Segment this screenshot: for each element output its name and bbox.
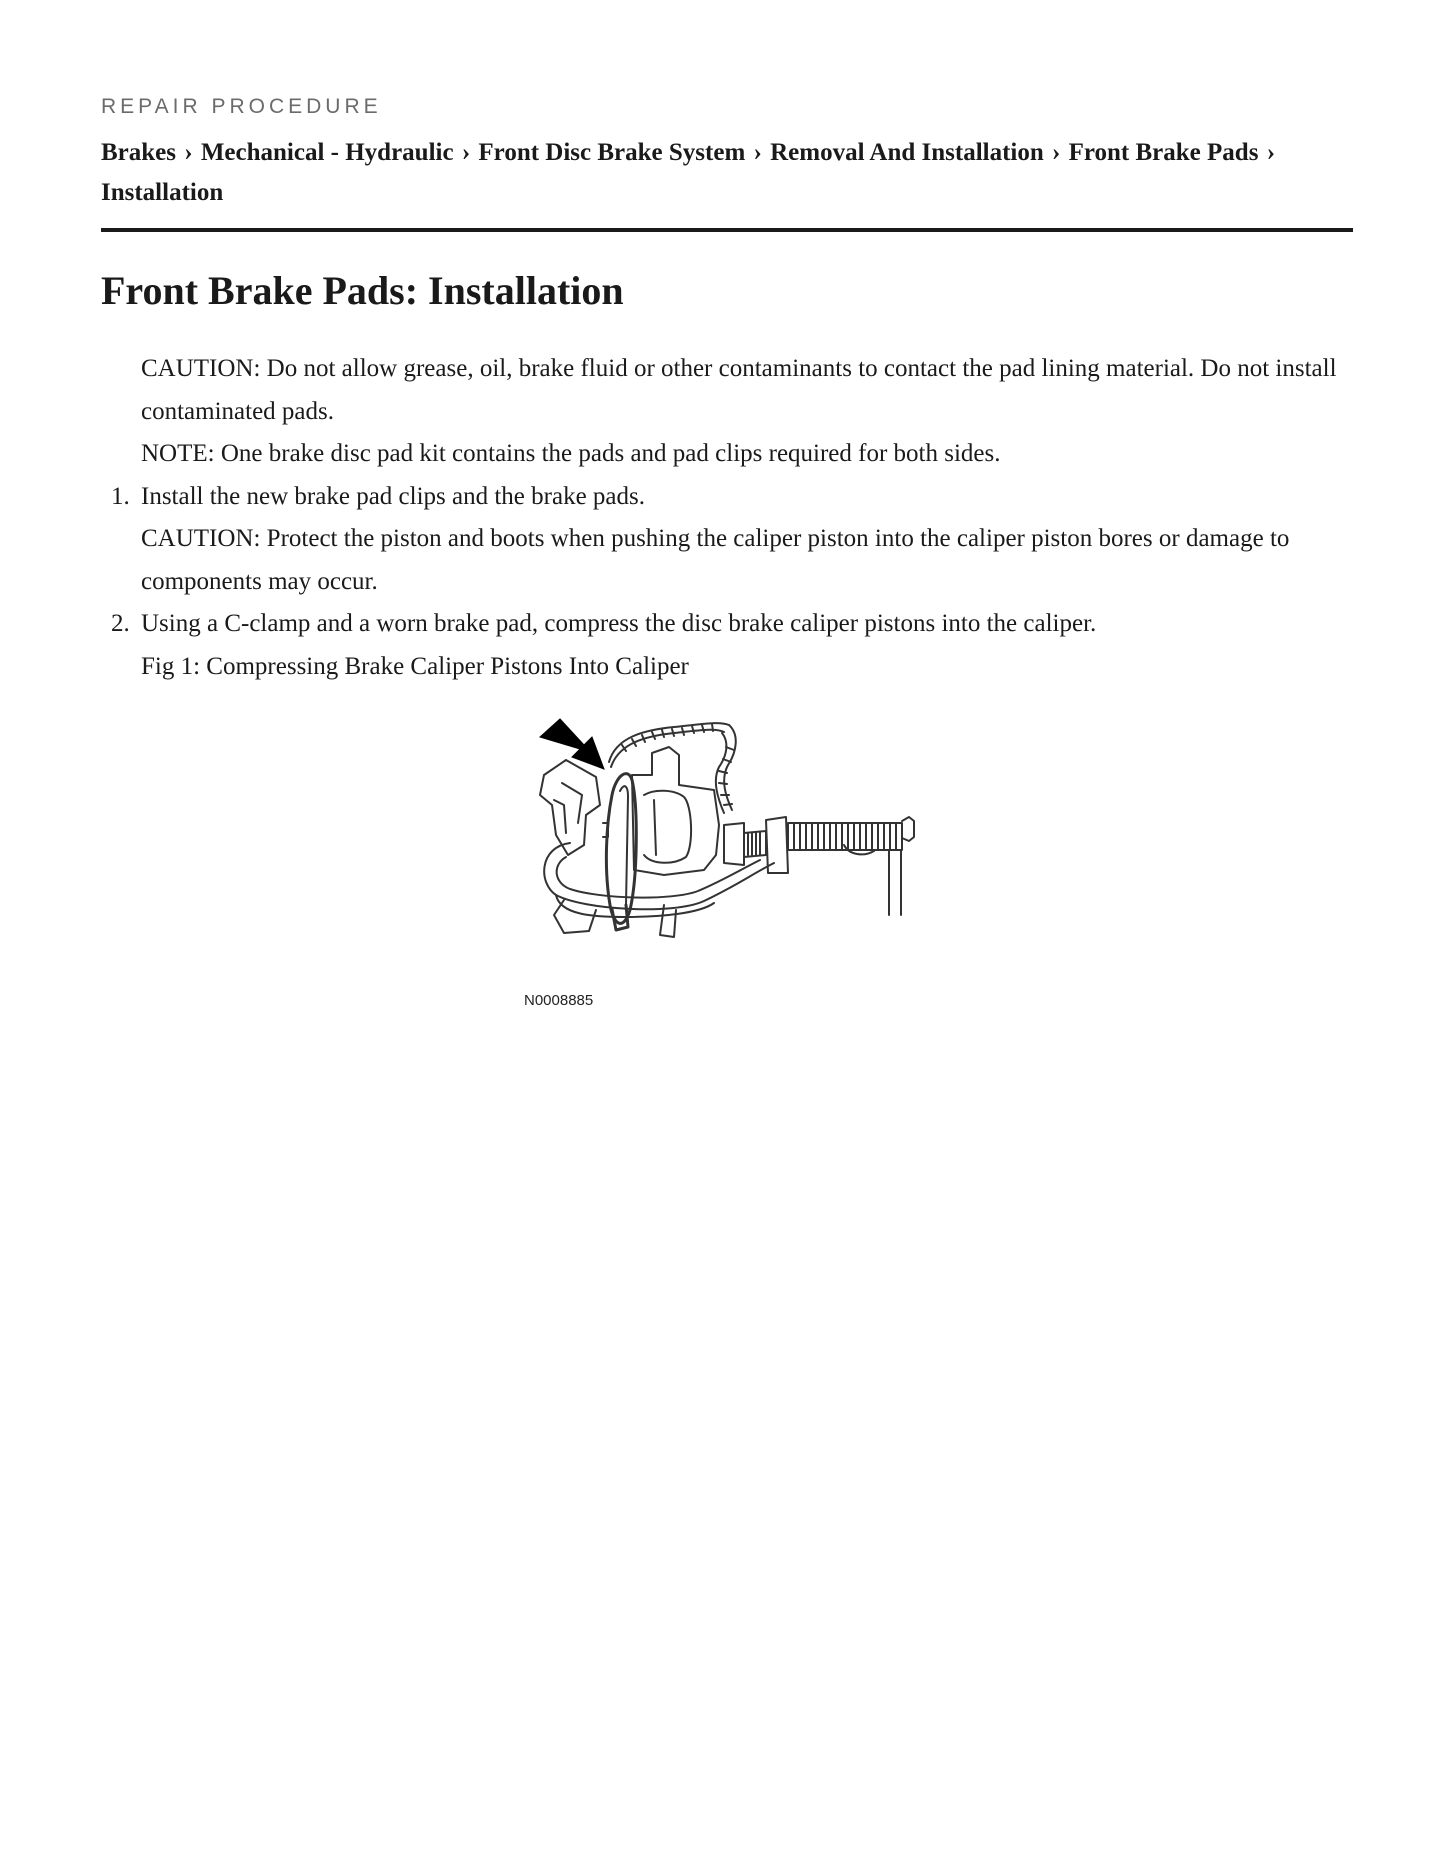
brake-caliper-illustration	[504, 705, 1074, 1010]
breadcrumb-separator: ›	[184, 139, 193, 166]
breadcrumb-separator: ›	[753, 139, 762, 166]
breadcrumb-separator: ›	[1266, 139, 1276, 166]
figure-id-label: N0008885	[524, 992, 594, 1009]
breadcrumb	[101, 133, 1353, 213]
step-item	[111, 476, 1353, 519]
procedure-body	[111, 348, 1353, 688]
step-text: Install the new brake pad clips and the brake pads.	[141, 482, 645, 510]
step-number: 2.	[111, 610, 130, 637]
breadcrumb-item-front-disc-brake-system[interactable]: Front Disc Brake System	[478, 139, 746, 166]
header-divider	[101, 228, 1353, 232]
page-title: Front Brake Pads: Installation	[101, 268, 624, 313]
breadcrumb-item-brakes[interactable]: Brakes	[101, 139, 176, 166]
caution-paragraph: CAUTION: Do not allow grease, oil, brake fluid or other contaminants to contact the pad lining material. Do not install contaminated pads.	[141, 355, 1337, 425]
caution-paragraph: CAUTION: Protect the piston and boots when pushing the caliper piston into the caliper piston bores or damage to components may occur.	[141, 525, 1290, 595]
breadcrumb-item-mechanical-hydraulic[interactable]: Mechanical - Hydraulic	[200, 139, 454, 166]
breadcrumb-item-removal-and-installation[interactable]: Removal And Installation	[770, 139, 1044, 166]
breadcrumb-separator: ›	[1052, 139, 1061, 166]
pointer-arrow-icon	[540, 719, 604, 769]
note-paragraph: NOTE: One brake disc pad kit contains the pads and pad clips required for both sides.	[141, 440, 1001, 467]
breadcrumb-item-front-brake-pads[interactable]: Front Brake Pads	[1068, 139, 1259, 166]
step-number: 1.	[111, 482, 130, 510]
brake-caliper-figure	[504, 705, 1074, 1010]
step-item	[111, 603, 1353, 646]
procedure-kicker: REPAIR PROCEDURE	[101, 95, 382, 118]
step-text: Using a C-clamp and a worn brake pad, compress the disc brake caliper pistons into the caliper.	[141, 610, 1097, 637]
breadcrumb-separator: ›	[461, 139, 471, 166]
breadcrumb-item-installation[interactable]: Installation	[101, 179, 224, 206]
figure-caption: Fig 1: Compressing Brake Caliper Pistons Into Caliper	[141, 652, 689, 680]
